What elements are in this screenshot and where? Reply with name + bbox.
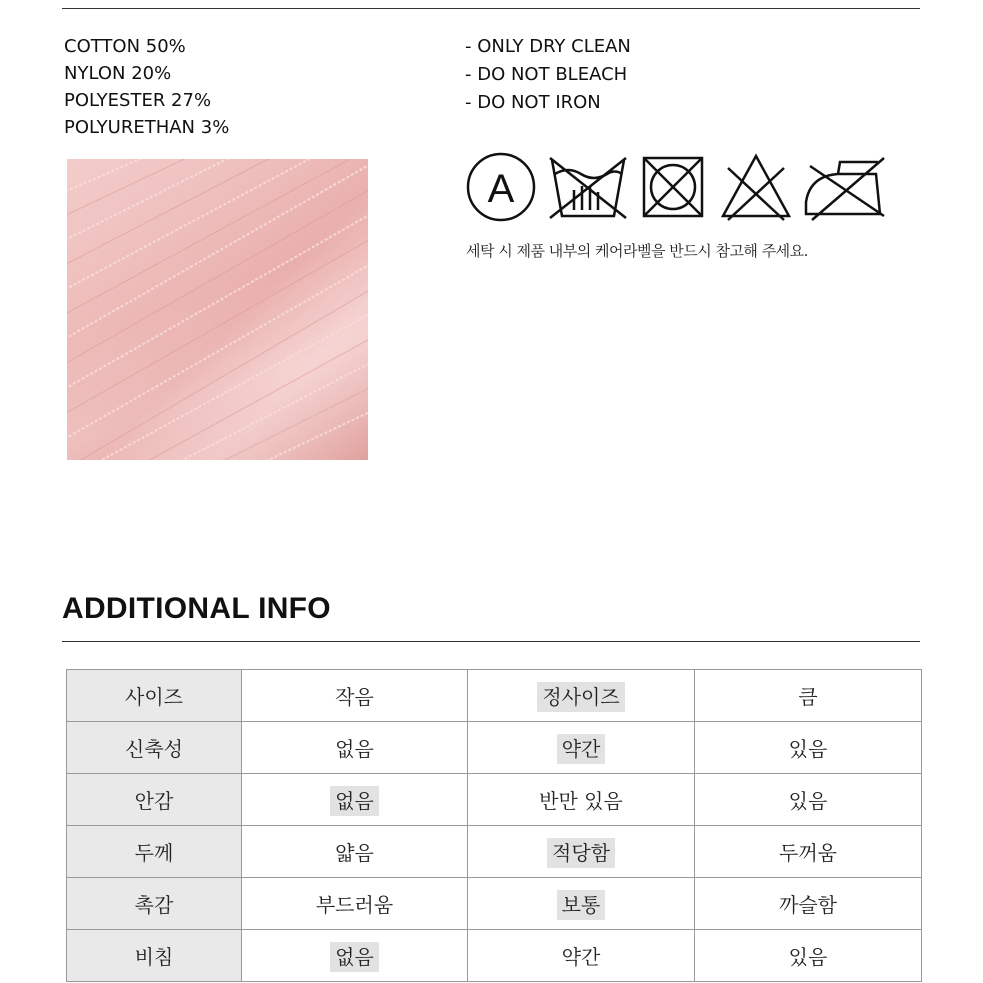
attribute-option	[695, 878, 922, 930]
attribute-option	[242, 878, 468, 930]
attribute-option	[695, 722, 922, 774]
option-text: 두꺼움	[779, 841, 837, 865]
attribute-option	[468, 930, 695, 982]
option-text: 있음	[788, 737, 828, 761]
selected-option-text: 약간	[557, 734, 606, 764]
care-line: - DO NOT IRON	[465, 92, 601, 113]
do-not-wash-icon	[550, 158, 626, 218]
option-text: 작음	[335, 685, 374, 709]
option-text: 까슬함	[779, 893, 837, 917]
care-instructions	[465, 33, 631, 117]
attribute-label: 두께	[67, 826, 242, 878]
care-label-note: 세탁 시 제품 내부의 케어라벨을 반드시 참고해 주세요.	[466, 242, 808, 260]
composition-line: POLYESTER 27%	[64, 90, 212, 111]
selected-option-text: 적당함	[547, 838, 615, 868]
table-row	[67, 930, 922, 982]
attribute-label: 촉감	[67, 878, 242, 930]
section-divider	[62, 641, 920, 642]
table-row	[67, 670, 922, 722]
option-text: 반만 있음	[539, 789, 623, 813]
option-text: 약간	[561, 945, 601, 969]
care-symbols	[462, 150, 902, 234]
attribute-option	[695, 930, 922, 982]
selected-option-text: 보통	[557, 890, 606, 920]
attribute-label: 비침	[67, 930, 242, 982]
option-text: 부드러움	[315, 893, 394, 917]
do-not-bleach-icon	[723, 156, 789, 220]
table-row	[67, 774, 922, 826]
attribute-option	[242, 774, 468, 826]
care-line: - DO NOT BLEACH	[465, 64, 628, 85]
selected-option-text: 없음	[330, 942, 379, 972]
attribute-option	[468, 722, 695, 774]
additional-info-table	[66, 669, 922, 982]
attribute-option	[242, 826, 468, 878]
care-line: - ONLY DRY CLEAN	[465, 36, 631, 57]
dry-clean-a-icon	[468, 154, 534, 220]
attribute-label: 안감	[67, 774, 242, 826]
attribute-option	[695, 670, 922, 722]
attribute-option	[468, 826, 695, 878]
do-not-tumble-dry-icon	[644, 158, 702, 216]
attribute-option	[695, 774, 922, 826]
table-row	[67, 722, 922, 774]
table-row	[67, 878, 922, 930]
composition-line: COTTON 50%	[64, 36, 186, 57]
option-text: 있음	[788, 945, 828, 969]
attribute-label: 사이즈	[67, 670, 242, 722]
attribute-option	[242, 930, 468, 982]
attribute-label: 신축성	[67, 722, 242, 774]
section-title: ADDITIONAL INFO	[62, 592, 331, 625]
fabric-swatch-image	[67, 159, 368, 460]
composition-line: POLYURETHAN 3%	[64, 117, 230, 138]
option-text: 얇음	[335, 841, 374, 865]
attribute-option	[242, 722, 468, 774]
selected-option-text: 정사이즈	[537, 682, 624, 712]
selected-option-text: 없음	[330, 786, 379, 816]
fabric-texture	[67, 159, 368, 460]
fabric-composition	[64, 33, 229, 141]
attribute-option	[468, 670, 695, 722]
option-text: 큼	[798, 685, 818, 709]
table-row	[67, 826, 922, 878]
top-divider	[62, 8, 920, 9]
do-not-iron-icon	[806, 158, 884, 220]
composition-line: NYLON 20%	[64, 63, 172, 84]
attribute-option	[468, 878, 695, 930]
attribute-option	[242, 670, 468, 722]
attribute-option	[468, 774, 695, 826]
svg-text:A: A	[487, 167, 515, 211]
attribute-option	[695, 826, 922, 878]
option-text: 없음	[335, 737, 374, 761]
option-text: 있음	[788, 789, 828, 813]
